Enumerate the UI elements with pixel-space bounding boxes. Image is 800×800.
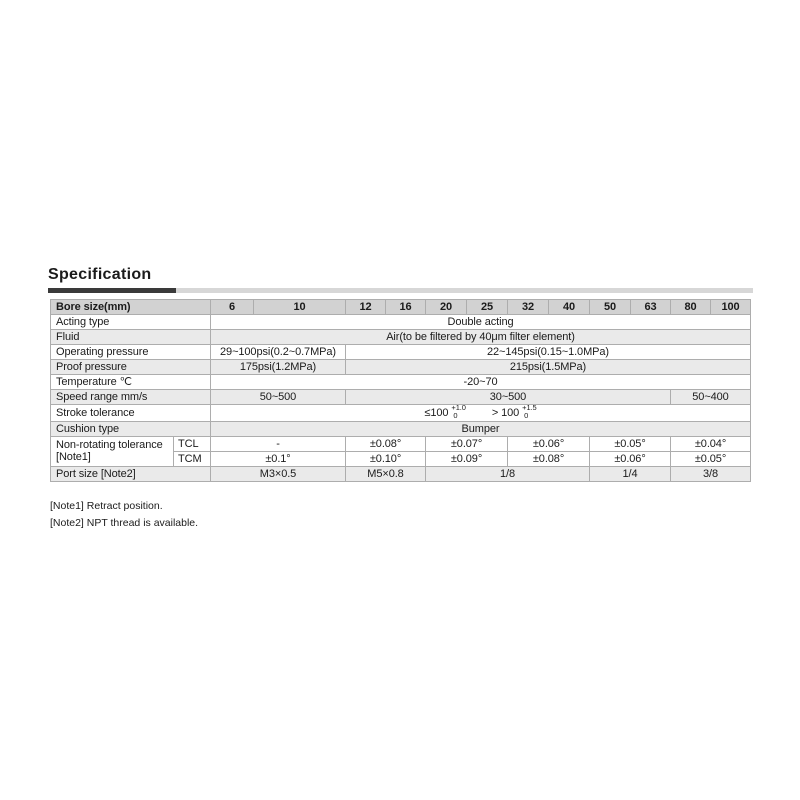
cell: -20~70 [211, 375, 751, 390]
cell: 3/8 [671, 466, 751, 481]
row-non-rotating-tcl [51, 436, 751, 451]
cell: ±0.07° [426, 436, 508, 451]
cell: ±0.1° [211, 451, 346, 466]
row-proof-pressure [51, 360, 751, 375]
col-header-16: 16 [386, 300, 426, 315]
cell: ±0.06° [590, 451, 671, 466]
col-header-12: 12 [346, 300, 386, 315]
cell: ±0.05° [671, 451, 751, 466]
col-header-63: 63 [631, 300, 671, 315]
row-cushion-type [51, 421, 751, 436]
row-sublabel-tcl: TCL [174, 436, 211, 451]
cell: Air(to be filtered by 40μm filter element) [211, 330, 751, 345]
row-label: Stroke tolerance [51, 405, 211, 422]
cell: ≤100 +1.0 0 > 100 +1.5 0 [211, 405, 751, 422]
title-underline-rule [48, 288, 753, 293]
cell: 50~400 [671, 390, 751, 405]
col-header-32: 32 [508, 300, 549, 315]
col-header-10: 10 [254, 300, 346, 315]
row-label: Temperature ℃ [51, 375, 211, 390]
table-body [51, 315, 751, 482]
cell: ±0.04° [671, 436, 751, 451]
footnotes [50, 499, 198, 533]
cell: 1/8 [426, 466, 590, 481]
row-fluid [51, 330, 751, 345]
footnote-1: [Note1] Retract position. [50, 500, 163, 512]
row-label: Operating pressure [51, 345, 211, 360]
row-port-size [51, 466, 751, 481]
col-header-20: 20 [426, 300, 467, 315]
page-title: Specification [48, 266, 152, 283]
title-underline-dark-segment [48, 288, 176, 293]
bore-size-header-cell: Bore size(mm) [51, 300, 211, 315]
cell: 215psi(1.5MPa) [346, 360, 751, 375]
row-label: Cushion type [51, 421, 211, 436]
row-label: Port size [Note2] [51, 466, 211, 481]
col-header-6: 6 [211, 300, 254, 315]
row-label: Fluid [51, 330, 211, 345]
cell: 22~145psi(0.15~1.0MPa) [346, 345, 751, 360]
specification-table [50, 299, 751, 482]
row-speed-range [51, 390, 751, 405]
row-sublabel-tcm: TCM [174, 451, 211, 466]
row-operating-pressure [51, 345, 751, 360]
cell: ±0.08° [346, 436, 426, 451]
cell: 29~100psi(0.2~0.7MPa) [211, 345, 346, 360]
col-header-80: 80 [671, 300, 711, 315]
cell: ±0.08° [508, 451, 590, 466]
row-acting-type [51, 315, 751, 330]
cell: 175psi(1.2MPa) [211, 360, 346, 375]
cell: ±0.06° [508, 436, 590, 451]
col-header-40: 40 [549, 300, 590, 315]
row-label: Speed range mm/s [51, 390, 211, 405]
row-label: Non-rotating tolerance [Note1] [51, 436, 174, 466]
footnote-2: [Note2] NPT thread is available. [50, 516, 199, 529]
row-label: Acting type [51, 315, 211, 330]
cell: 1/4 [590, 466, 671, 481]
cell: 50~500 [211, 390, 346, 405]
cell: ±0.10° [346, 451, 426, 466]
row-stroke-tolerance [51, 405, 751, 422]
cell: Double acting [211, 315, 751, 330]
cell: M5×0.8 [346, 466, 426, 481]
cell: ±0.09° [426, 451, 508, 466]
table-header-row [51, 300, 751, 315]
cell: ±0.05° [590, 436, 671, 451]
cell: - [211, 436, 346, 451]
cell: 30~500 [346, 390, 671, 405]
cell: Bumper [211, 421, 751, 436]
row-temperature [51, 375, 751, 390]
col-header-25: 25 [467, 300, 508, 315]
col-header-100: 100 [711, 300, 751, 315]
cell: M3×0.5 [211, 466, 346, 481]
row-label: Proof pressure [51, 360, 211, 375]
col-header-50: 50 [590, 300, 631, 315]
